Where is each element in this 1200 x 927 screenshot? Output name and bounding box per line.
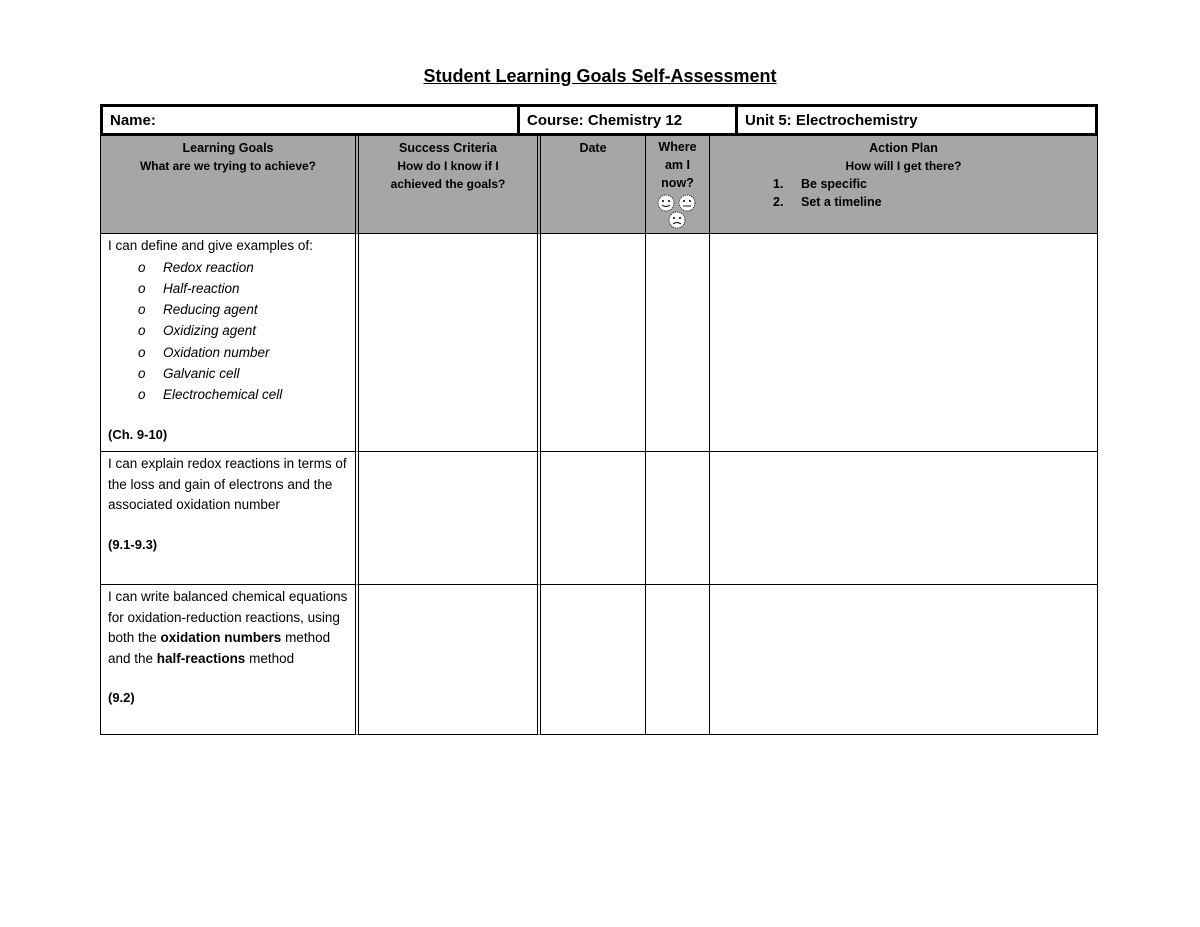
list-number: 1.: [773, 177, 784, 191]
learning-goal-cell: [100, 234, 359, 452]
date-cell[interactable]: [541, 585, 646, 735]
goal-text-part: I can write balanced chemical equations for oxidation-reduction reactions, using both the: [108, 589, 348, 645]
list-item: [138, 299, 348, 320]
term-text: Electrochemical cell: [163, 387, 283, 403]
where-am-i-cell[interactable]: [646, 585, 710, 735]
list-bullet: o: [138, 365, 146, 381]
term-text: Oxidation number: [163, 344, 270, 360]
page-title: Student Learning Goals Self-Assessment: [423, 66, 777, 86]
goal-text-emphasis: half-reactions: [156, 650, 246, 666]
where-am-i-title: Where am I now?: [658, 140, 697, 190]
action-plan-subtitle: How will I get there?: [845, 159, 962, 173]
goal-text-part: method: [245, 650, 295, 666]
term-text: Reducing agent: [163, 302, 258, 318]
chapter-reference: (Ch. 9-10): [108, 426, 168, 442]
success-criteria-cell[interactable]: [359, 452, 541, 585]
chapter-reference: (9.1-9.3): [108, 536, 158, 552]
action-plan-cell[interactable]: [710, 234, 1098, 452]
goal-intro: I can define and give examples of:: [108, 238, 313, 253]
action-plan-cell[interactable]: [710, 585, 1098, 735]
list-bullet: o: [138, 280, 146, 296]
table-row: [100, 234, 1098, 452]
list-bullet: o: [138, 387, 146, 403]
list-text: Set a timeline: [801, 195, 882, 209]
list-bullet: o: [138, 323, 146, 339]
course-label: Course: Chemistry 12: [517, 107, 735, 133]
term-text: Half-reaction: [163, 280, 240, 296]
chapter-reference: (9.2): [108, 690, 135, 705]
term-text: Oxidizing agent: [163, 323, 257, 339]
list-item: [138, 384, 348, 405]
action-plan-list: [717, 175, 1090, 211]
list-item: [138, 320, 348, 341]
where-am-i-cell[interactable]: [646, 452, 710, 585]
success-criteria-title: Success Criteria: [399, 141, 497, 155]
list-bullet: o: [138, 259, 146, 275]
learning-goals-subtitle: What are we trying to achieve?: [139, 159, 317, 173]
list-text: Be specific: [801, 177, 868, 191]
name-field[interactable]: Name:: [110, 112, 156, 129]
date-cell[interactable]: [541, 234, 646, 452]
table-row: [100, 452, 1098, 585]
success-criteria-cell[interactable]: [359, 585, 541, 735]
goal-text: [108, 587, 348, 669]
date-title: Date: [579, 141, 607, 155]
action-plan-header: [710, 136, 1098, 234]
list-item: [773, 193, 1090, 211]
list-item: [138, 342, 348, 363]
unit-label: Unit 5: Electrochemistry: [735, 107, 1095, 133]
term-list: [108, 257, 348, 406]
action-plan-cell[interactable]: [710, 452, 1098, 585]
assessment-table: [100, 136, 1098, 735]
success-criteria-cell[interactable]: [359, 234, 541, 452]
table-row: [100, 585, 1098, 735]
goal-text: I can explain redox reactions in terms of the loss and gain of electrons and the associated oxidation number: [108, 456, 347, 512]
list-item: [138, 278, 348, 299]
date-header: [541, 136, 646, 234]
date-cell[interactable]: [541, 452, 646, 585]
success-criteria-header: [359, 136, 541, 234]
success-criteria-subtitle: How do I know if I achieved the goals?: [390, 159, 506, 191]
learning-goal-cell: [100, 452, 359, 585]
list-number: 2.: [773, 195, 784, 209]
goal-text-part: method and the: [108, 630, 331, 666]
list-bullet: o: [138, 344, 146, 360]
action-plan-title: Action Plan: [869, 141, 938, 155]
learning-goal-cell: [100, 585, 359, 735]
goal-text-emphasis: oxidation numbers: [160, 630, 282, 645]
where-am-i-header: [646, 136, 710, 234]
list-bullet: o: [138, 302, 146, 318]
table-header-row: [100, 136, 1098, 234]
list-item: [773, 175, 1090, 193]
term-text: Redox reaction: [163, 259, 254, 275]
where-am-i-cell[interactable]: [646, 234, 710, 452]
list-item: [138, 257, 348, 278]
list-item: [138, 363, 348, 384]
smiley-faces-icon: [656, 194, 700, 230]
term-text: Galvanic cell: [163, 365, 240, 381]
learning-goals-header: [100, 136, 359, 234]
info-row: [100, 104, 1098, 136]
learning-goals-title: Learning Goals: [182, 141, 274, 155]
